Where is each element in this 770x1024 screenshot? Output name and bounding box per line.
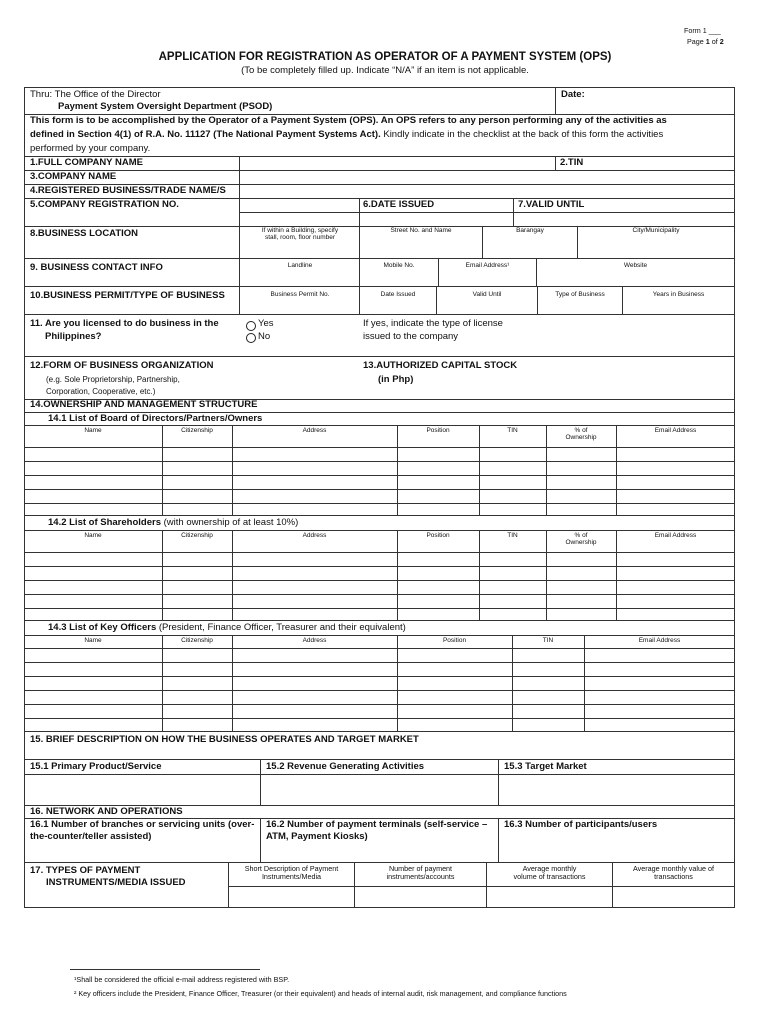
terminals-label-line1: 16.2 Number of payment terminals (self-service – xyxy=(266,819,488,830)
business-org-example-line1: (e.g. Sole Proprietorship, Partnership, xyxy=(46,375,180,384)
permit-no-header: Business Permit No. xyxy=(270,291,330,298)
capital-stock-label: 13.AUTHORIZED CAPITAL STOCK xyxy=(363,360,518,371)
tin-field[interactable] xyxy=(600,157,732,169)
permit-valid-until-header: Valid Until xyxy=(472,291,502,298)
ko-col-email: Email Address xyxy=(638,637,681,644)
form-title: APPLICATION FOR REGISTRATION AS OPERATOR OF A PAYMENT SYSTEM (OPS) xyxy=(158,51,612,63)
payment-types-label-line1: 17. TYPES OF PAYMENT xyxy=(30,865,141,876)
barangay-header: Barangay xyxy=(516,227,544,234)
business-org-field[interactable] xyxy=(230,358,355,398)
landline-header: Landline xyxy=(287,262,313,269)
thru-line2: Payment System Oversight Department (PSOD) xyxy=(58,101,273,112)
branches-label-line2: the-counter/teller assisted) xyxy=(30,831,152,842)
participants-field[interactable] xyxy=(499,845,734,861)
shareholders-table xyxy=(24,530,735,620)
branches-field[interactable] xyxy=(25,845,259,861)
key-officers-table xyxy=(24,635,735,731)
license-type-field[interactable] xyxy=(530,316,733,352)
permit-date-issued-header: Date Issued xyxy=(380,291,416,298)
terminals-label-line2: ATM, Payment Kiosks) xyxy=(266,831,368,842)
payment-types-field[interactable] xyxy=(229,887,734,907)
license-question-line1: 11. Are you licensed to do business in the xyxy=(30,318,219,329)
business-description-heading: 15. BRIEF DESCRIPTION ON HOW THE BUSINESS OPERATES AND TARGET MARKET xyxy=(30,734,419,745)
short-description-line1: Short Description of Payment xyxy=(244,864,339,873)
email-header: Email Address¹ xyxy=(465,262,510,269)
intro-line2-bold: defined in Section 4(1) of R.A. No. 11127 (The National Payment Systems Act). xyxy=(30,129,381,140)
license-yes-label: Yes xyxy=(258,318,274,329)
ko-col-position: Position xyxy=(442,637,467,644)
intro-line3: performed by your company. xyxy=(30,143,151,154)
short-description-line2: Instruments/Media xyxy=(261,872,322,882)
capital-stock-unit: (in Php) xyxy=(378,374,414,385)
trade-name-label: 4.REGISTERED BUSINESS/TRADE NAME/S xyxy=(30,185,226,196)
avg-volume-header xyxy=(487,865,612,882)
terminals-field[interactable] xyxy=(261,845,497,861)
key-officers-title-rest: (President, Finance Officer, Treasurer and their equivalent) xyxy=(156,622,406,633)
license-type-note-line2: issued to the company xyxy=(363,331,459,342)
page-total: 2 xyxy=(719,37,724,46)
shareholders-table-rows[interactable] xyxy=(25,553,734,619)
company-reg-no-label: 5.COMPANY REGISTRATION NO. xyxy=(30,199,179,210)
shareholders-list-title xyxy=(48,518,298,529)
date-field[interactable] xyxy=(600,88,732,112)
date-issued-field[interactable] xyxy=(360,213,512,225)
company-name-label: 3.COMPANY NAME xyxy=(30,171,117,182)
form-subtitle: (To be completely filled up. Indicate “N/A” if an item is not applicable. xyxy=(241,65,529,76)
tin-label: 2.TIN xyxy=(560,157,584,168)
key-officers-table-rows[interactable] xyxy=(25,649,734,730)
license-question-line2: Philippines? xyxy=(45,331,102,342)
sh-col-email: Email Address xyxy=(654,532,697,539)
revenue-activities-label: 15.2 Revenue Generating Activities xyxy=(266,761,425,772)
street-header: Street No. and Name xyxy=(390,227,452,234)
page-sep: of xyxy=(709,37,720,46)
license-yes-radio[interactable] xyxy=(246,321,256,331)
sh-col-address: Address xyxy=(302,532,327,539)
primary-product-label: 15.1 Primary Product/Service xyxy=(30,761,162,772)
sh-col-position: Position xyxy=(426,532,450,539)
license-no-label: No xyxy=(258,331,271,342)
full-company-name-field[interactable] xyxy=(240,157,554,169)
ko-col-citizenship: Citizenship xyxy=(181,637,213,644)
capital-stock-field[interactable] xyxy=(530,358,733,398)
target-market-field[interactable] xyxy=(499,775,734,804)
footnote-1: ¹Shall be considered the official e-mail address registered with BSP. xyxy=(74,975,290,984)
business-permit-field[interactable] xyxy=(241,302,731,314)
years-in-business-header: Years in Business xyxy=(652,291,705,298)
shareholders-title-rest: (with ownership of at least 10%) xyxy=(160,517,299,528)
sh-col-citizenship: Citizenship xyxy=(181,532,213,539)
col-ownership-line2: Ownership xyxy=(565,434,597,442)
board-table-rows[interactable] xyxy=(25,448,734,514)
valid-until-label: 7.VALID UNTIL xyxy=(518,199,585,210)
num-instruments-line1: Number of payment xyxy=(388,864,453,873)
board-table xyxy=(24,425,735,515)
business-permit-label: 10.BUSINESS PERMIT/TYPE OF BUSINESS xyxy=(30,290,225,301)
num-instruments-header xyxy=(355,865,486,882)
company-reg-no-field[interactable] xyxy=(240,213,358,225)
col-ownership xyxy=(546,427,616,442)
full-company-name-label: 1.FULL COMPANY NAME xyxy=(30,157,143,168)
col-email: Email Address xyxy=(654,427,697,434)
revenue-activities-field[interactable] xyxy=(261,775,497,804)
footnote-2: ² Key officers include the President, Finance Officer, Treasurer (or their equivalent) and heads of internal audit, risk management, and compliance functions xyxy=(74,989,567,998)
building-spec-line2: stall, room, floor number xyxy=(264,234,336,242)
license-no-radio[interactable] xyxy=(246,333,256,343)
sh-col-name: Name xyxy=(84,532,102,539)
avg-volume-line1: Average monthly xyxy=(522,864,577,873)
key-officers-title-bold: 14.3 List of Key Officers xyxy=(48,622,157,633)
target-market-label: 15.3 Target Market xyxy=(504,761,587,772)
intro-line2 xyxy=(30,130,663,141)
form-number: Form 1 ___ xyxy=(684,26,721,35)
business-org-label: 12.FORM OF BUSINESS ORGANIZATION xyxy=(30,360,214,371)
building-spec-header xyxy=(241,227,359,242)
sh-col-tin: TIN xyxy=(507,532,518,539)
board-list-title: 14.1 List of Board of Directors/Partners/Owners xyxy=(48,413,263,424)
sh-col-ownership xyxy=(546,532,616,547)
mobile-header: Mobile No. xyxy=(383,262,415,269)
intro-line2-rest: Kindly indicate in the checklist at the back of this form the activities xyxy=(380,129,664,140)
page-prefix: Page xyxy=(687,37,706,46)
ownership-structure-heading: 14.OWNERSHIP AND MANAGEMENT STRUCTURE xyxy=(30,399,258,410)
col-address: Address xyxy=(302,427,327,434)
valid-until-field[interactable] xyxy=(514,213,734,225)
avg-value-line1: Average monthly value of xyxy=(633,864,714,873)
website-header: Website xyxy=(623,262,648,269)
company-name-field[interactable] xyxy=(240,171,734,183)
ko-col-address: Address xyxy=(302,637,327,644)
type-of-business-header: Type of Business xyxy=(555,291,605,298)
col-position: Position xyxy=(426,427,450,434)
contact-info-field[interactable] xyxy=(241,274,731,286)
avg-value-header xyxy=(613,865,734,882)
short-description-header xyxy=(229,865,354,882)
intro-line1: This form is to be accomplished by the Operator of a Payment System (OPS). An OPS refers to any person performing any of the activities as xyxy=(30,115,667,126)
primary-product-field[interactable] xyxy=(25,775,259,804)
col-citizenship: Citizenship xyxy=(181,427,213,434)
participants-label: 16.3 Number of participants/users xyxy=(504,819,658,830)
shareholders-title-bold: 14.2 List of Shareholders xyxy=(48,517,161,528)
col-name: Name xyxy=(84,427,102,434)
sh-col-ownership-line1: % of xyxy=(574,532,588,539)
ko-col-tin: TIN xyxy=(542,637,554,644)
license-type-note-line1: If yes, indicate the type of license xyxy=(363,318,503,329)
network-operations-heading: 16. NETWORK AND OPERATIONS xyxy=(30,806,183,817)
ko-col-name: Name xyxy=(84,637,102,644)
date-issued-label: 6.DATE ISSUED xyxy=(363,199,435,210)
thru-line1: Thru: The Office of the Director xyxy=(30,89,161,100)
building-spec-line1: If within a Building, specify xyxy=(261,227,339,234)
business-location-field[interactable] xyxy=(241,248,731,258)
page-current: 1 xyxy=(705,37,710,46)
business-location-label: 8.BUSINESS LOCATION xyxy=(30,228,139,239)
avg-value-line2: transactions xyxy=(654,872,693,882)
trade-name-field[interactable] xyxy=(240,185,734,197)
payment-types-label-line2: INSTRUMENTS/MEDIA ISSUED xyxy=(46,877,186,888)
footnote-divider xyxy=(70,969,260,970)
key-officers-list-title xyxy=(48,623,406,634)
city-header: City/Municipality xyxy=(632,227,680,234)
col-tin: TIN xyxy=(507,427,518,434)
business-org-example-line2: Corporation, Cooperative, etc.) xyxy=(46,387,156,396)
page-indicator xyxy=(687,38,724,46)
avg-volume-line2: volume of transactions xyxy=(513,872,586,882)
branches-label-line1: 16.1 Number of branches or servicing units (over- xyxy=(30,819,255,830)
date-label: Date: xyxy=(561,89,585,100)
num-instruments-line2: instruments/accounts xyxy=(386,872,455,882)
contact-info-label: 9. BUSINESS CONTACT INFO xyxy=(30,262,163,273)
sh-col-ownership-line2: Ownership xyxy=(565,539,597,547)
col-ownership-line1: % of xyxy=(574,427,588,434)
